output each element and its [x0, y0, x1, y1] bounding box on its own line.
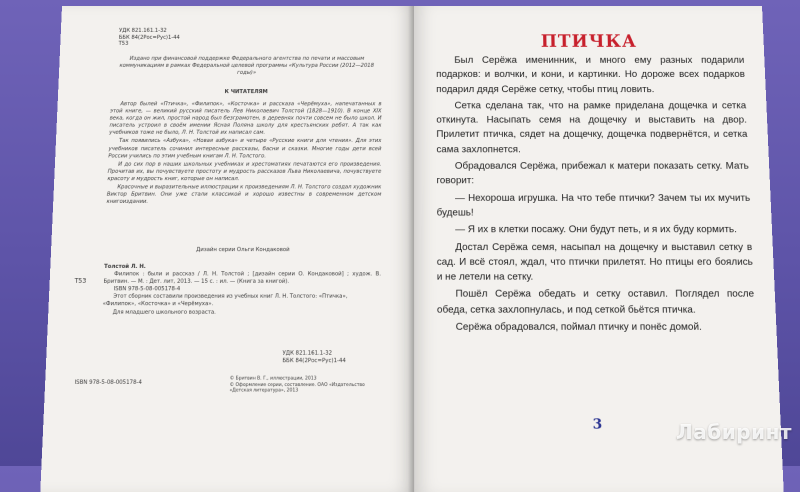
udk-code: УДК 821.161.1-32 — [118, 27, 167, 34]
story-paragraph: Обрадовался Серёжа, прибежал к матери показать сетку. Мать говорит: — [436, 160, 749, 187]
funding-note: Издано при финансовой поддержке Федерального агентства по печати и массовым коммуникациям в рамках Федеральной целевой программы «Культура России (2012—2018 годы)» — [119, 55, 374, 77]
intro-paragraph: Так появились «Азбука», «Новая азбука» и четыре «Русские книги для чтения». Для этих учебников писатель сочинил интересные рассказы, басни и сказки. Многие годы дети всей России учились по этим учебным книгам Л. Н. Толстого. — [108, 138, 382, 160]
labirint-watermark: Лабиринт — [676, 420, 792, 444]
udk-bottom — [282, 350, 346, 365]
story-paragraph: Серёжа обрадовался, поймал птичку и понёс домой. — [455, 321, 703, 334]
story-title: ПТИЧКА — [540, 31, 638, 52]
udk-code-bottom: УДК 821.161.1-32 — [282, 350, 333, 357]
bbk-code-bottom: ББК 84(2Рос=Рус)1-44 — [282, 357, 346, 365]
story-paragraph: — Нехороша игрушка. На что тебе птички? Зачем ты их мучить будешь! — [436, 192, 751, 219]
story-paragraph: Сетка сделана так, что на рамке приделана дощечка и сетка откинута. Насыпать семя на дощечку и выставить на двор. Прилетит птичка, сядет на дощечку, дощечка подвернётся, и сетка сама захлопнется. — [436, 100, 748, 156]
catalog-contents: Этот сборник составили произведения из учебных книг Л. Н. Толстого: «Птичка», «Филипок», «Косточка» и «Черёмуха». — [102, 293, 348, 308]
page-number: 3 — [592, 416, 603, 434]
story-paragraph: — Я их в клетки посажу. Они будут петь, и я их буду кормить. — [455, 224, 738, 236]
story-paragraph: Достал Серёжа семя, насыпал на дощечку и выставил сетку в сад. И всё стоял, ждал, что птички прилетят. Но птицы его боялись и не летели на сетку. — [436, 241, 754, 283]
series-designer: Дизайн серии Ольги Кондаковой — [196, 246, 290, 254]
udk-block — [118, 28, 180, 48]
bbk-code: ББК 84(2Рос=Рус)1-44 — [118, 34, 180, 41]
intro-text — [106, 101, 381, 206]
intro-paragraph: И до сих пор в наших школьных учебниках и хрестоматиях печатаются его произведения. Прочитав их, вы почувствуете простоту и мудрость рассказов Льва Николаевича, почувствуете красоту и мудрость книг, которые он написал. — [107, 161, 382, 183]
catalog-isbn: ISBN 978-5-08-005178-4 — [113, 286, 181, 293]
catalog-age: Для младшего школьного возраста. — [112, 308, 217, 316]
catalog-author: Толстой Л. Н. — [103, 263, 146, 271]
story-paragraph: Был Серёжа именинник, и много ему разных подарили подарков: и волчки, и кони, и картинки. Но дороже всех подарков подарил дядя Серёже сетку, чтобы птиц ловить. — [436, 54, 746, 95]
copyright-block — [229, 376, 387, 394]
intro-paragraph: Красочные и выразительные иллюстрации к произведениям Л. Н. Толстого создал художник Виктор Бритвин. Они уже стали классикой и хорошо известны в современном детском книгоиздании. — [106, 184, 382, 206]
copyright-series: © Оформление серии, составление. ОАО «Издательство «Детская литература», 2013 — [229, 382, 365, 394]
left-page — [40, 6, 414, 492]
open-book — [40, 6, 783, 492]
catalog-code: Т53 — [118, 41, 129, 48]
to-readers-heading: К ЧИТАТЕЛЯМ — [224, 89, 268, 96]
story-paragraph: Пошёл Серёжа обедать и сетку оставил. Поглядел после обеда, сетка захлопнулась, и под сеткой бьётся птичка. — [436, 288, 755, 316]
catalog-letter: Т53 — [74, 277, 87, 285]
catalog-description: Филипок : были и рассказ / Л. Н. Толстой ; [дизайн серии О. Кондаковой] ; худож. В. Бритвин. — М. : Дет. лит, 2013. — 15 с. : ил. — (Книга за книгой). — [103, 271, 381, 286]
story-text — [436, 54, 756, 338]
intro-paragraph: Автор былей «Птичка», «Филипок», «Косточка» и рассказа «Черёмуха», напечатанных в этой книге, — великий русский писатель Лев Николаевич Толстой (1828—1910). В конце XIX века, когда он жил, простой народ был безграмотен, в деревнях почти совсем не было школ. И писатель устроил в своём имении Ясная Поляна школу для крестьянских ребят. А так как учебников тоже не было, Л. Н. Толстой их написал сам. — [109, 101, 382, 137]
catalog-card — [102, 264, 381, 317]
copyright-illustrations: © Бритвин В. Г., иллюстрации, 2013 — [229, 376, 317, 382]
isbn-bottom: ISBN 978-5-08-005178-4 — [74, 379, 143, 387]
